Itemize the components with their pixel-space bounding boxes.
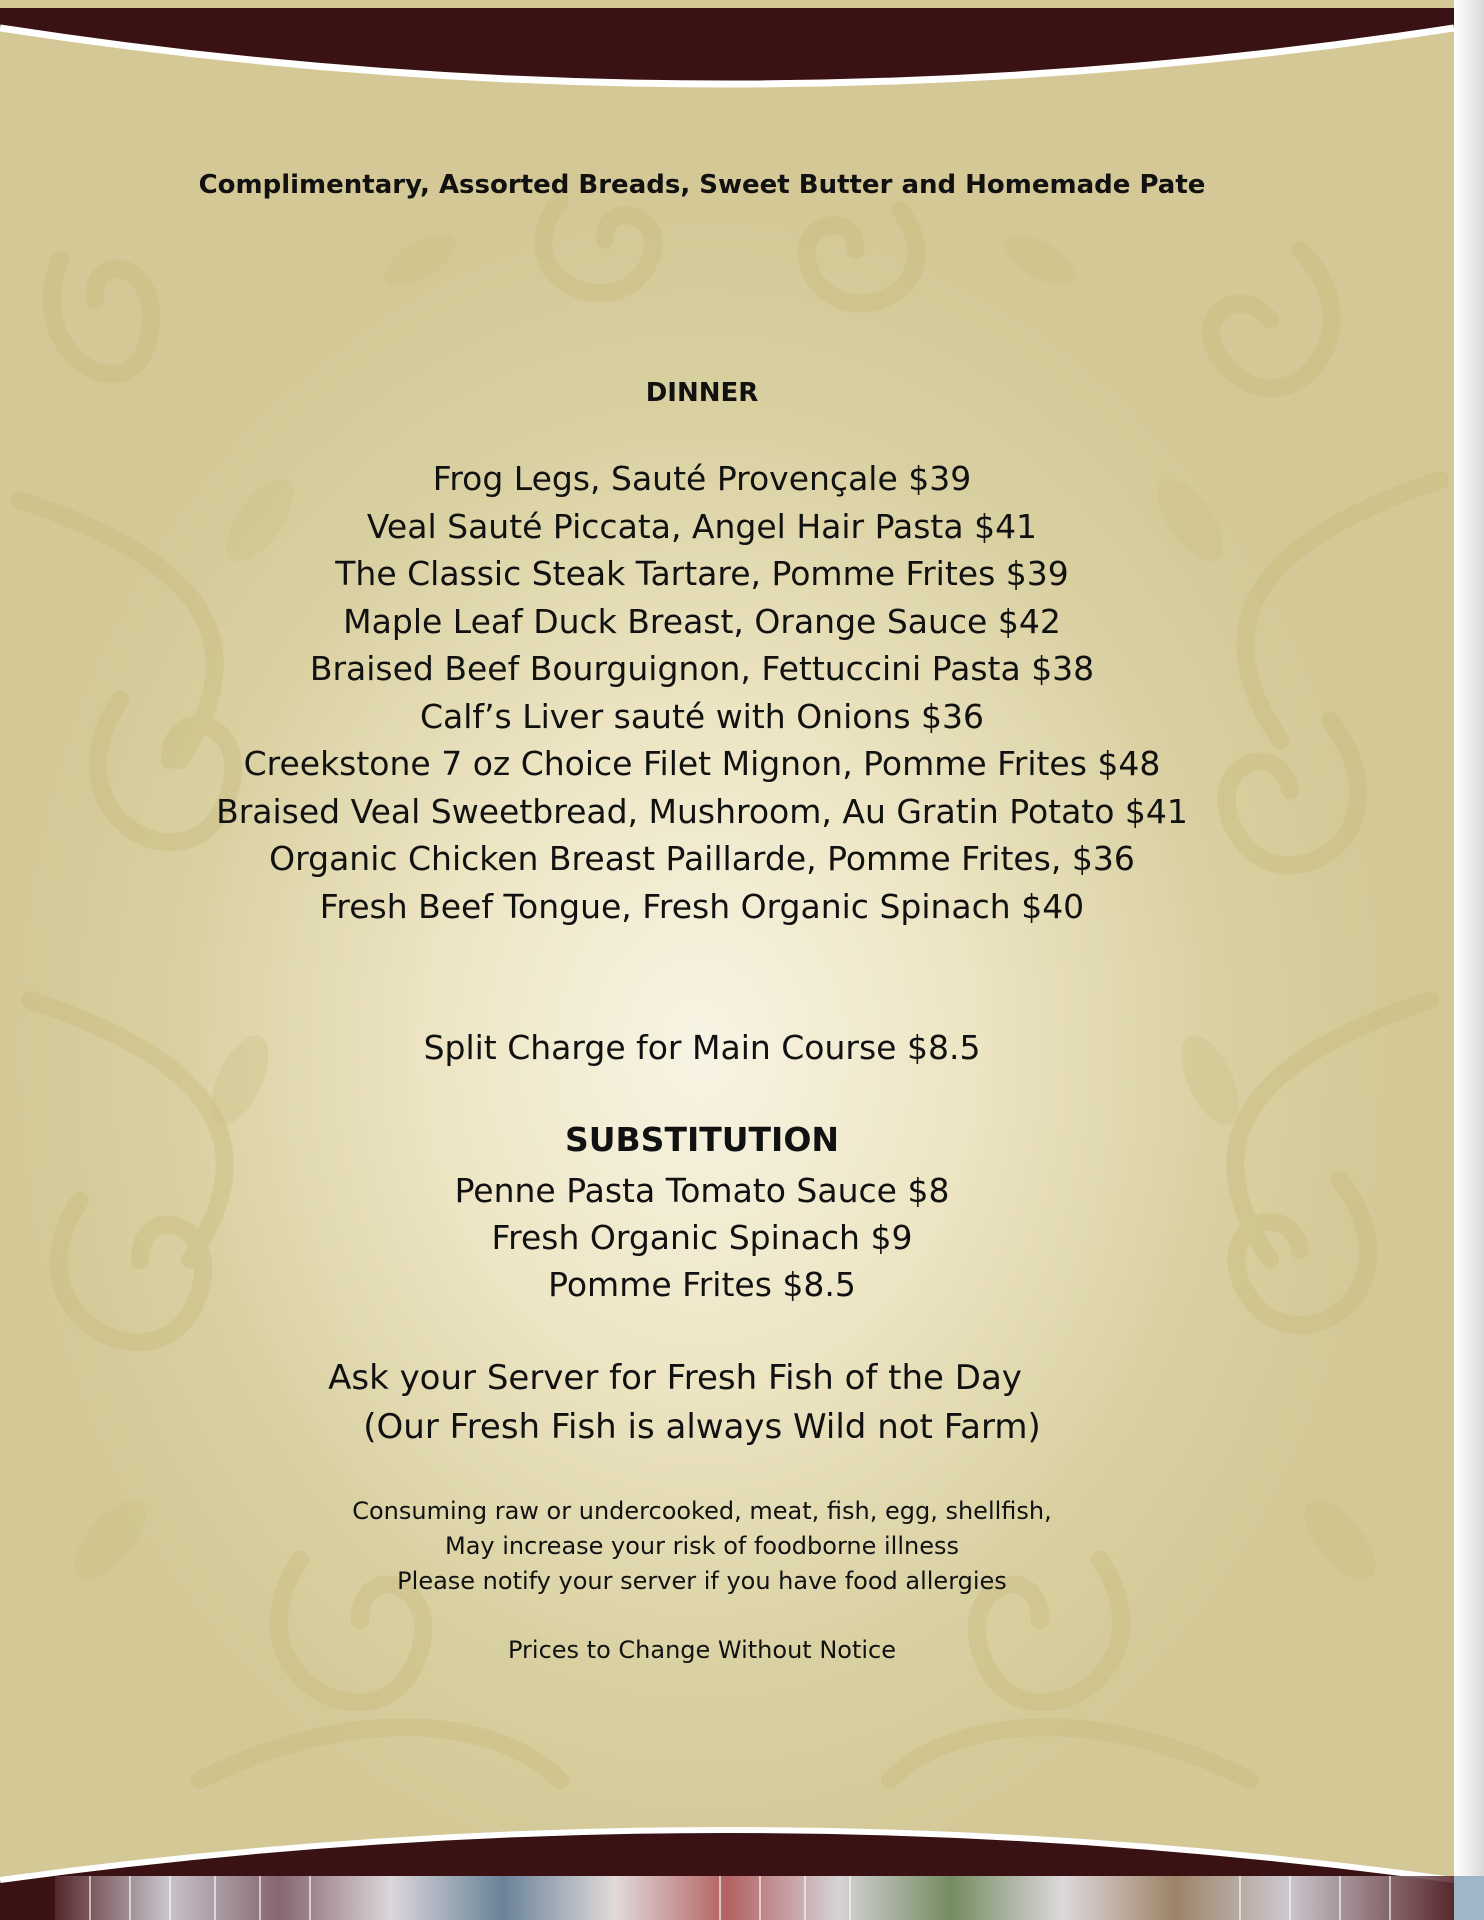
fish-note: (Our Fresh Fish is always Wild not Farm)	[363, 1407, 1041, 1447]
notice-line: May increase your risk of foodborne illness	[445, 1532, 959, 1560]
substitution-item: Penne Pasta Tomato Sauce $8	[454, 1171, 950, 1210]
menu-item: Calf’s Liver sauté with Onions $36	[419, 696, 985, 736]
menu-item: Maple Leaf Duck Breast, Orange Sauce $42	[343, 601, 1061, 641]
split-charge: Split Charge for Main Course $8.5	[423, 1028, 981, 1067]
menu-item: Braised Veal Sweetbread, Mushroom, Au Gratin Potato $41	[216, 791, 1188, 831]
menu-item: Fresh Beef Tongue, Fresh Organic Spinach $40	[319, 886, 1085, 926]
notice-line: Consuming raw or undercooked, meat, fish, egg, shellfish,	[352, 1497, 1052, 1525]
dinner-heading: DINNER	[645, 378, 759, 408]
substitution-item: Fresh Organic Spinach $9	[491, 1218, 913, 1257]
substitution-items	[0, 1167, 1404, 1308]
health-notice	[0, 1494, 1404, 1599]
dinner-items	[0, 455, 1404, 930]
substitution-item: Pomme Frites $8.5	[548, 1265, 856, 1304]
menu-item: The Classic Steak Tartare, Pomme Frites $39	[335, 554, 1069, 593]
bottom-banner	[0, 1800, 1484, 1920]
substitution-heading: SUBSTITUTION	[564, 1120, 840, 1159]
menu-item: Braised Beef Bourguignon, Fettuccini Pasta $38	[309, 649, 1095, 688]
complimentary-note: Complimentary, Assorted Breads, Sweet Butter and Homemade Pate	[198, 170, 1206, 200]
page-edge	[1454, 0, 1484, 1920]
notice-line: Please notify your server if you have food allergies	[397, 1567, 1007, 1595]
prices-note: Prices to Change Without Notice	[507, 1636, 897, 1664]
menu-item: Veal Sauté Piccata, Angel Hair Pasta $41	[366, 506, 1038, 546]
menu-item: Creekstone 7 oz Choice Filet Mignon, Pomme Frites $48	[243, 744, 1161, 783]
top-banner	[0, 0, 1454, 130]
fish-of-day: Ask your Server for Fresh Fish of the Day	[328, 1358, 1022, 1398]
menu-item: Frog Legs, Sauté Provençale $39	[432, 459, 972, 498]
menu-item: Organic Chicken Breast Paillarde, Pomme Frites, $36	[269, 839, 1135, 878]
